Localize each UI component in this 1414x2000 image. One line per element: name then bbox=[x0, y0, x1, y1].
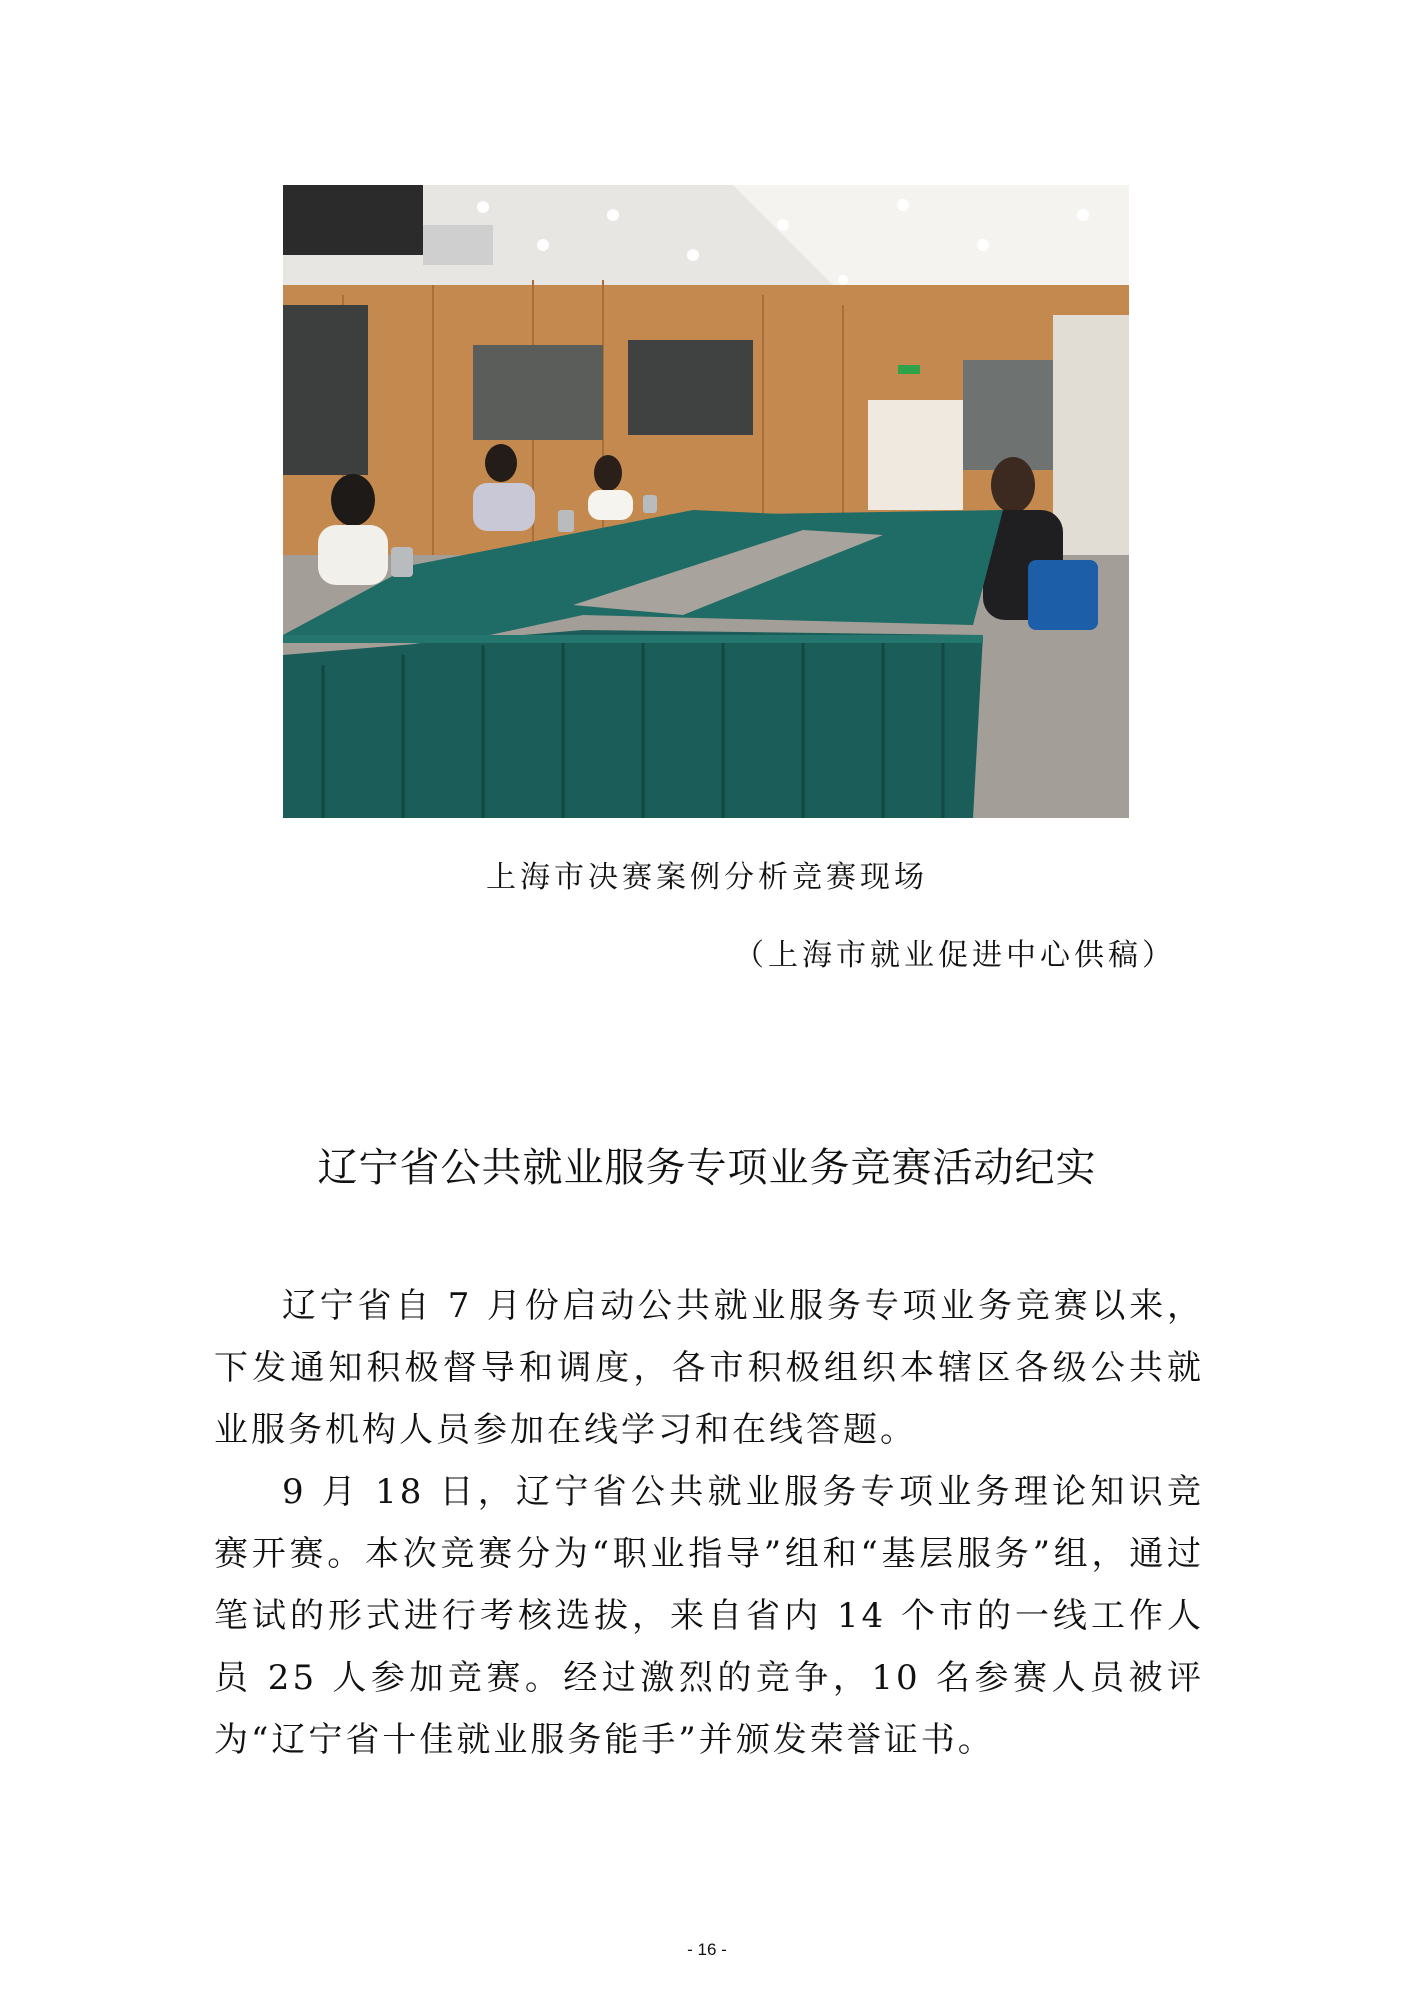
article-title: 辽宁省公共就业服务专项业务竞赛活动纪实 bbox=[317, 1145, 1097, 1191]
competition-photo bbox=[283, 185, 1129, 818]
photo-caption: 上海市决赛案例分析竞赛现场 bbox=[486, 860, 928, 895]
page-number: - 16 - bbox=[687, 1940, 727, 1959]
paragraph: 辽宁省自 7 月份启动公共就业服务专项业务竞赛以来，下发通知积极督导和调度，各市积极组织本辖区各级公共就业服务机构人员参加在线学习和在线答题。 bbox=[214, 1286, 1204, 1450]
article-body bbox=[214, 1275, 1204, 1771]
photo-source: （上海市就业促进中心供稿） bbox=[734, 938, 1176, 973]
paragraph: 9 月 18 日，辽宁省公共就业服务专项业务理论知识竞赛开赛。本次竞赛分为“职业指导”组和“基层服务”组，通过笔试的形式进行考核选拔，来自省内 14 个市的一线工作人员 25 人参加竞赛。经过激烈的竞争，10 名参赛人员被评为“辽宁省十佳就业服务能手”并颁发荣誉证书。 bbox=[214, 1472, 1204, 1760]
meeting-room-photo-icon bbox=[283, 185, 1129, 818]
